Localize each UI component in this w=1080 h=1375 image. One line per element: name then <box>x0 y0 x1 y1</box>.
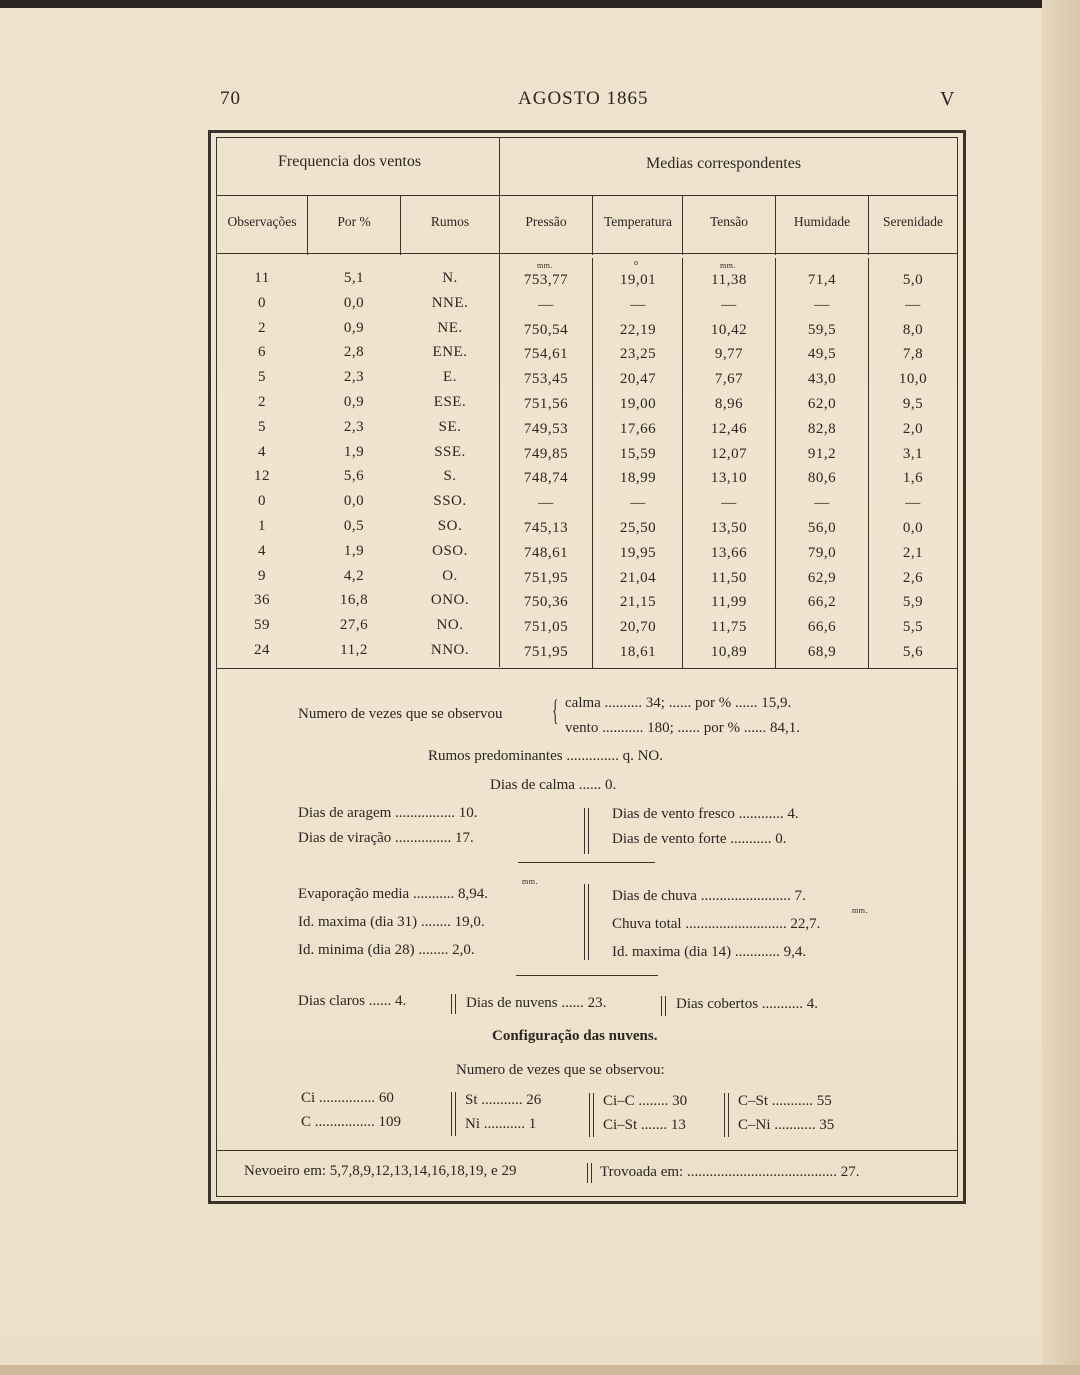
cell-serenidade: 5,5 <box>902 619 924 636</box>
cell-tensao: 11,75 <box>711 619 747 636</box>
col-header-humidade: Humidade <box>793 214 851 229</box>
col-header-por: Por % <box>337 214 371 229</box>
cell-temperatura: — <box>630 296 646 313</box>
cell-pressao: 753,77 <box>523 272 569 288</box>
cell-rumos: SSO. <box>433 493 467 510</box>
col-divider <box>682 195 683 255</box>
cell-por: 5,1 <box>343 270 365 286</box>
group-header-frequencia: Frequencia dos ventos <box>278 153 422 170</box>
cell-observacoes: 0 <box>258 493 266 510</box>
cell-rumos: O. <box>442 567 458 584</box>
cell-por: 0,9 <box>343 394 365 410</box>
cell-humidade: 71,4 <box>807 272 837 288</box>
cell-tensao: 11,38 <box>711 272 747 288</box>
double-divider <box>589 1093 594 1137</box>
cell-pressao: 748,61 <box>523 544 569 561</box>
cell-humidade: 62,9 <box>807 569 837 586</box>
chuva-maxima: Id. maxima (dia 14) ............ 9,4. <box>612 944 807 960</box>
cell-temperatura: 25,50 <box>619 520 657 536</box>
cell-serenidade: 2,1 <box>902 544 924 561</box>
page-title: AGOSTO 1865 <box>518 88 649 109</box>
unit-temperatura: o <box>634 258 639 267</box>
cell-rumos: SE. <box>438 418 462 435</box>
cell-temperatura: 17,66 <box>619 420 657 437</box>
cell-humidade: 59,5 <box>807 321 837 338</box>
cell-observacoes: 5 <box>258 418 266 435</box>
rumos-predominantes: Rumos predominantes .............. q. NO. <box>428 748 663 764</box>
cell-observacoes: 9 <box>258 567 266 584</box>
dias-nuvens: Dias de nuvens ...... 23. <box>466 995 607 1011</box>
cell-serenidade: 9,5 <box>902 396 924 412</box>
cell-serenidade: 3,1 <box>902 445 924 462</box>
page-top-edge <box>0 0 1080 8</box>
cell-tensao: 13,10 <box>710 470 748 487</box>
cloud-ci: Ci ............... 60 <box>301 1090 394 1106</box>
dias-cobertos: Dias cobertos ........... 4. <box>676 996 819 1012</box>
cell-serenidade: 2,6 <box>902 569 924 586</box>
cell-observacoes: 24 <box>254 642 270 658</box>
cell-observacoes: 11 <box>254 270 270 286</box>
cell-pressao: 750,54 <box>523 321 569 338</box>
unit-tensao: mm. <box>720 261 736 270</box>
double-divider <box>661 996 666 1016</box>
cell-humidade: — <box>814 296 830 313</box>
group-header-medias: Medias correspondentes <box>646 155 802 172</box>
cell-rumos: OSO. <box>432 542 468 559</box>
cell-temperatura: 23,25 <box>619 346 657 363</box>
cell-por: 0,0 <box>343 294 365 311</box>
double-divider <box>587 1163 592 1183</box>
cell-pressao: 754,61 <box>523 346 569 363</box>
cell-serenidade: 10,0 <box>898 371 928 388</box>
cell-rumos: NO. <box>436 617 464 634</box>
dias-vento-forte: Dias de vento forte ........... 0. <box>612 831 787 847</box>
cell-observacoes: 0 <box>258 294 266 311</box>
cell-temperatura: 19,01 <box>619 272 657 288</box>
cell-humidade: 66,2 <box>807 594 837 611</box>
cell-serenidade: 7,8 <box>902 346 924 363</box>
cell-pressao: 745,13 <box>523 520 569 536</box>
col-header-serenidade: Serenidade <box>883 214 943 229</box>
col-divider <box>775 195 776 255</box>
cloud-st: St ........... 26 <box>465 1092 542 1108</box>
group-divider <box>499 137 500 667</box>
cell-tensao: 11,50 <box>711 569 747 586</box>
col-header-pressao: Pressão <box>525 214 567 229</box>
cell-humidade: 79,0 <box>807 544 837 561</box>
cell-pressao: — <box>538 296 554 313</box>
cell-temperatura: 20,47 <box>619 371 657 388</box>
cell-observacoes: 1 <box>258 518 266 534</box>
cell-observacoes: 4 <box>258 443 266 460</box>
cell-observacoes: 36 <box>254 592 270 609</box>
trovoada-dias: Trovoada em: ........................................ 27. <box>600 1164 860 1180</box>
evaporacao-maxima: Id. maxima (dia 31) ........ 19,0. <box>298 914 485 930</box>
cell-tensao: 11,99 <box>711 594 747 611</box>
cell-observacoes: 6 <box>258 344 266 361</box>
cell-pressao: 751,05 <box>523 619 569 636</box>
cell-rumos: E. <box>443 369 457 386</box>
column-header-line <box>216 253 958 254</box>
cell-tensao: — <box>721 495 737 512</box>
col-header-temperatura: Temperatura <box>603 214 672 229</box>
double-divider <box>584 884 589 960</box>
cell-humidade: 62,0 <box>807 396 837 412</box>
cell-por: 16,8 <box>339 592 369 609</box>
double-divider <box>451 1092 456 1136</box>
cell-por: 4,2 <box>343 567 365 584</box>
cell-pressao: 749,85 <box>523 445 569 462</box>
group-header-line <box>216 195 958 196</box>
cell-rumos: SSE. <box>434 443 466 460</box>
cell-tensao: — <box>721 296 737 313</box>
cell-observacoes: 4 <box>258 542 266 559</box>
cell-pressao: 751,56 <box>523 396 569 412</box>
section-rule <box>518 862 655 863</box>
cell-humidade: 49,5 <box>807 346 837 363</box>
cell-pressao: 748,74 <box>523 470 569 487</box>
dias-calma: Dias de calma ...... 0. <box>490 777 617 793</box>
brace-icon: { <box>551 694 559 727</box>
cell-tensao: 12,46 <box>710 420 748 437</box>
cell-serenidade: 8,0 <box>902 321 924 338</box>
calma-line: calma .......... 34; ...... por % ...... 15,9. <box>565 695 792 711</box>
cell-pressao: 751,95 <box>523 569 569 586</box>
cell-temperatura: — <box>630 495 646 512</box>
col-divider <box>307 195 308 255</box>
cell-observacoes: 59 <box>254 617 270 634</box>
unit-chuva: mm. <box>852 906 868 915</box>
config-nuvens-title: Configuração das nuvens. <box>492 1028 658 1044</box>
double-divider <box>724 1093 729 1137</box>
cell-rumos: ESE. <box>433 394 467 410</box>
cell-pressao: 749,53 <box>523 420 569 437</box>
cell-serenidade: 5,0 <box>902 272 924 288</box>
cell-pressao: 751,95 <box>523 644 569 660</box>
cloud-ni: Ni ........... 1 <box>465 1116 537 1132</box>
cell-rumos: SO. <box>437 518 463 534</box>
unit-pressao: mm. <box>537 261 553 270</box>
cell-tensao: 7,67 <box>714 371 744 388</box>
cell-por: 0,5 <box>343 518 365 534</box>
col-divider <box>682 258 683 668</box>
double-divider <box>451 994 456 1014</box>
cell-temperatura: 21,15 <box>619 594 657 611</box>
col-divider <box>775 258 776 668</box>
cell-observacoes: 5 <box>258 369 266 386</box>
col-divider <box>592 258 593 668</box>
cell-humidade: 66,6 <box>807 619 837 636</box>
dias-chuva: Dias de chuva ........................ 7. <box>612 888 806 904</box>
evaporacao-minima: Id. minima (dia 28) ........ 2,0. <box>298 942 475 958</box>
cell-por: 2,8 <box>343 344 365 361</box>
cell-por: 1,9 <box>343 542 365 559</box>
cell-por: 27,6 <box>339 617 369 634</box>
dias-claros: Dias claros ...... 4. <box>298 993 407 1009</box>
cell-tensao: 10,42 <box>710 321 748 338</box>
cell-pressao: 750,36 <box>523 594 569 611</box>
cell-humidade: 80,6 <box>807 470 837 487</box>
cell-rumos: NNE. <box>431 294 469 311</box>
cell-tensao: 9,77 <box>714 346 744 363</box>
cell-humidade: — <box>814 495 830 512</box>
col-header-observacoes: Observações <box>227 214 297 229</box>
cell-pressao: — <box>538 495 554 512</box>
cell-rumos: NNO. <box>430 642 470 658</box>
cell-humidade: 82,8 <box>807 420 837 437</box>
cell-tensao: 12,07 <box>710 445 748 462</box>
col-header-rumos: Rumos <box>430 214 470 229</box>
cell-por: 2,3 <box>343 418 365 435</box>
cell-rumos: ENE. <box>432 344 468 361</box>
col-divider <box>868 195 869 255</box>
col-divider <box>400 195 401 255</box>
col-header-tensao: Tensão <box>709 214 749 229</box>
page-bottom-edge <box>0 1365 1080 1375</box>
cell-humidade: 68,9 <box>807 644 837 660</box>
dias-aragem: Dias de aragem ................ 10. <box>298 805 478 821</box>
cell-temperatura: 18,61 <box>619 644 657 660</box>
cell-rumos: ONO. <box>430 592 470 609</box>
section-rule <box>516 975 658 976</box>
cell-observacoes: 2 <box>258 394 266 410</box>
col-divider <box>592 195 593 255</box>
dias-viracao: Dias de viração ............... 17. <box>298 830 474 846</box>
cell-observacoes: 2 <box>258 319 266 336</box>
signature-mark: V <box>940 88 956 110</box>
cell-serenidade: 0,0 <box>902 520 924 536</box>
cloud-ci-c: Ci–C ........ 30 <box>603 1093 688 1109</box>
cell-serenidade: 5,9 <box>902 594 924 611</box>
cell-por: 5,6 <box>343 468 365 485</box>
table-body-end-line <box>216 668 958 669</box>
cell-por: 0,9 <box>343 319 365 336</box>
cell-temperatura: 22,19 <box>619 321 657 338</box>
cell-por: 2,3 <box>343 369 365 386</box>
cell-rumos: S. <box>443 468 457 485</box>
cell-tensao: 8,96 <box>714 396 744 412</box>
cell-humidade: 43,0 <box>807 371 837 388</box>
cell-pressao: 753,45 <box>523 371 569 388</box>
cell-temperatura: 21,04 <box>619 569 657 586</box>
numero-vezes-label: Numero de vezes que se observou <box>298 706 503 722</box>
unit-evaporacao: mm. <box>522 877 538 886</box>
cell-temperatura: 18,99 <box>619 470 657 487</box>
cell-humidade: 91,2 <box>807 445 837 462</box>
cloud-c: C ................ 109 <box>301 1114 402 1130</box>
cell-tensao: 10,89 <box>710 644 748 660</box>
cell-temperatura: 15,59 <box>619 445 657 462</box>
cell-humidade: 56,0 <box>807 520 837 536</box>
cell-por: 11,2 <box>340 642 368 658</box>
nevoeiro-dias: Nevoeiro em: 5,7,8,9,12,13,14,16,18,19, e 29 <box>244 1163 517 1179</box>
dias-vento-fresco: Dias de vento fresco ............ 4. <box>612 806 799 822</box>
cell-serenidade: — <box>905 296 921 313</box>
double-divider <box>584 808 589 854</box>
page-right-edge <box>1042 0 1080 1375</box>
col-divider <box>868 258 869 668</box>
vento-line: vento ........... 180; ...... por % ...... 84,1. <box>565 720 800 736</box>
config-nuvens-subtitle: Numero de vezes que se observou: <box>456 1062 665 1078</box>
cell-serenidade: 5,6 <box>902 644 924 660</box>
cell-rumos: NE. <box>437 319 463 336</box>
cloud-c-st: C–St ........... 55 <box>738 1093 832 1109</box>
cloud-c-ni: C–Ni ........... 35 <box>738 1117 835 1133</box>
cell-temperatura: 20,70 <box>619 619 657 636</box>
cell-tensao: 13,66 <box>710 544 748 561</box>
cell-serenidade: 1,6 <box>902 470 924 487</box>
cell-observacoes: 12 <box>254 468 270 485</box>
evaporacao-media: Evaporação media ........... 8,94. <box>298 886 488 902</box>
cell-serenidade: — <box>905 495 921 512</box>
page-number: 70 <box>220 88 241 109</box>
cell-tensao: 13,50 <box>710 520 748 536</box>
cell-por: 0,0 <box>343 493 365 510</box>
cell-serenidade: 2,0 <box>902 420 924 437</box>
cell-temperatura: 19,95 <box>619 544 657 561</box>
cloud-ci-st: Ci–St ....... 13 <box>603 1117 686 1133</box>
footer-rule <box>216 1150 958 1151</box>
cell-temperatura: 19,00 <box>619 396 657 412</box>
cell-por: 1,9 <box>343 443 365 460</box>
chuva-total: Chuva total ........................... 22,7. <box>612 916 821 932</box>
cell-rumos: N. <box>442 270 458 286</box>
